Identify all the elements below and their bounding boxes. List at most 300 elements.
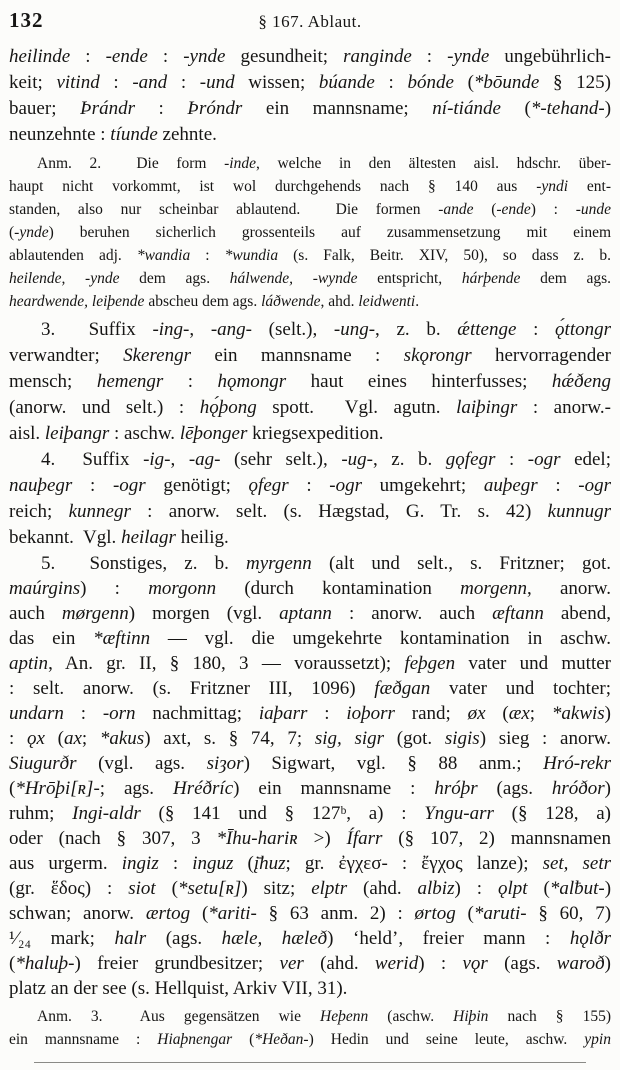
italic-segment: aptin bbox=[9, 653, 49, 674]
text-segment: vater und tochter; bbox=[430, 678, 611, 699]
italic-segment: ax bbox=[63, 728, 82, 749]
text-segment: : bbox=[537, 475, 579, 496]
text-segment: vater und mutter bbox=[455, 653, 611, 674]
text-segment: bekannt. Vgl. bbox=[9, 527, 122, 548]
text-segment: § 125) bbox=[539, 72, 611, 93]
text-line bbox=[9, 447, 611, 473]
italic-segment: maúrgins bbox=[9, 578, 81, 599]
italic-segment: *Īhu-hariʀ bbox=[216, 828, 298, 849]
text-segment: wissen; bbox=[234, 72, 319, 93]
text-segment: Anm. 2. Die form bbox=[37, 155, 225, 172]
text-segment: ) bbox=[604, 778, 611, 799]
italic-segment: *-tehand- bbox=[530, 98, 605, 119]
text-segment: ) : bbox=[530, 201, 576, 218]
italic-segment: fæðgan bbox=[374, 678, 431, 699]
text-segment: aisl. bbox=[9, 423, 45, 444]
italic-segment: į̄huz bbox=[253, 853, 286, 874]
text-segment: das ein bbox=[9, 628, 94, 649]
text-segment: , z. b. bbox=[372, 449, 446, 470]
italic-segment: *Heðan- bbox=[254, 1031, 309, 1048]
italic-segment: -ig- bbox=[143, 449, 171, 470]
text-line bbox=[9, 395, 611, 421]
text-segment: , bbox=[170, 449, 189, 470]
italic-segment: ørtog bbox=[414, 903, 456, 924]
text-segment: >) bbox=[297, 828, 347, 849]
paragraph bbox=[9, 317, 611, 447]
italic-segment: Yngu-arr bbox=[424, 803, 494, 824]
text-segment: — vgl. die umgekehrte kontamination in aschw. bbox=[150, 628, 611, 649]
italic-segment: -ogr bbox=[112, 475, 146, 496]
text-segment: (s. Falk, Beitr. XIV, 50), so dass z. b. bbox=[278, 247, 611, 264]
italic-segment: Þróndr bbox=[187, 98, 243, 119]
text-segment: : bbox=[167, 72, 200, 93]
text-segment: neunzehnte : bbox=[9, 124, 111, 145]
italic-segment: -ynde bbox=[447, 46, 490, 67]
italic-segment: *alƀut- bbox=[549, 878, 605, 899]
italic-segment: Hréðríc bbox=[172, 778, 234, 799]
text-segment: : bbox=[495, 449, 528, 470]
text-segment: ) freier grundbesitzer; bbox=[74, 953, 280, 974]
italic-segment: *akwis bbox=[551, 703, 605, 724]
text-line bbox=[9, 122, 611, 148]
italic-segment: *setu[ʀ] bbox=[177, 878, 242, 899]
italic-segment: sig, sigr bbox=[314, 728, 385, 749]
text-segment: standen, also nur scheinbar ablautend. Die formen bbox=[9, 201, 439, 218]
text-segment: : aschw. bbox=[109, 423, 180, 444]
italic-segment: gǫfegr bbox=[445, 449, 496, 470]
italic-segment: ǫlpt bbox=[497, 878, 528, 899]
text-segment: ( bbox=[232, 1031, 255, 1048]
paragraph bbox=[9, 447, 611, 551]
text-segment: ablautenden adj. bbox=[9, 247, 137, 264]
text-line bbox=[9, 726, 611, 751]
italic-segment: *ariti- bbox=[208, 903, 257, 924]
running-title: § 167. Ablaut. bbox=[258, 12, 362, 31]
text-segment: : anorw. selt. (s. Hægstad, G. Tr. s. 42) bbox=[130, 501, 548, 522]
text-line bbox=[9, 576, 611, 601]
text-line bbox=[9, 221, 611, 244]
text-line bbox=[9, 499, 611, 525]
italic-segment: siȝor bbox=[206, 753, 244, 774]
text-segment: reich; bbox=[9, 501, 69, 522]
italic-segment: Hró-rekr bbox=[543, 753, 611, 774]
text-segment: : bbox=[307, 703, 347, 724]
text-line bbox=[9, 198, 611, 221]
text-segment: , bbox=[189, 319, 211, 340]
text-line bbox=[9, 776, 611, 801]
text-line bbox=[9, 926, 611, 951]
text-segment: (durch kontamination bbox=[216, 578, 461, 599]
text-segment: verwandter; bbox=[9, 345, 124, 366]
italic-segment: morgonn bbox=[148, 578, 217, 599]
italic-segment: hemengr bbox=[96, 371, 164, 392]
italic-segment: kunnegr bbox=[68, 501, 131, 522]
italic-segment: werid bbox=[374, 953, 419, 974]
italic-segment: hæle, hæleð bbox=[221, 928, 328, 949]
text-segment: : bbox=[70, 46, 106, 67]
text-segment: : bbox=[411, 46, 448, 67]
italic-segment: Hiaþnengar bbox=[157, 1031, 233, 1048]
italic-segment: hárþende bbox=[461, 270, 521, 287]
text-segment: : bbox=[516, 319, 556, 340]
text-segment: ) axt, s. § 74, 7; bbox=[144, 728, 315, 749]
italic-segment: kunnugr bbox=[547, 501, 611, 522]
italic-segment: aptann bbox=[279, 603, 332, 624]
italic-segment: -inde bbox=[224, 155, 256, 172]
italic-segment: waroð bbox=[556, 953, 605, 974]
italic-segment: iaþarr bbox=[258, 703, 308, 724]
italic-segment: feþgen bbox=[404, 653, 456, 674]
italic-segment: auþegr bbox=[483, 475, 538, 496]
italic-segment: æx bbox=[508, 703, 530, 724]
bottom-rule bbox=[34, 1062, 586, 1063]
italic-segment: æftann bbox=[492, 603, 544, 624]
text-line bbox=[9, 751, 611, 776]
text-segment: ein mannsname : bbox=[9, 1031, 158, 1048]
text-segment: ein mannsname : bbox=[190, 345, 404, 366]
text-segment: ( bbox=[44, 728, 64, 749]
text-segment: ungebührlich- bbox=[489, 46, 611, 67]
italic-segment: ǽttenge bbox=[457, 319, 517, 340]
text-segment: (aschw. bbox=[368, 1008, 454, 1025]
text-segment: (ahd. bbox=[303, 953, 375, 974]
text-segment: ( bbox=[155, 878, 178, 899]
italic-segment: hǫmongr bbox=[217, 371, 287, 392]
text-segment: : bbox=[9, 728, 27, 749]
text-segment: rand; bbox=[394, 703, 468, 724]
italic-segment: ní-tiánde bbox=[432, 98, 501, 119]
italic-segment: elptr bbox=[311, 878, 348, 899]
paragraph bbox=[9, 44, 611, 148]
italic-segment: *aruti- bbox=[473, 903, 527, 924]
italic-segment: hálwende, -wynde bbox=[229, 270, 358, 287]
text-line bbox=[9, 152, 611, 175]
italic-segment: ǫ́ttongr bbox=[555, 319, 611, 340]
text-segment: ; gr. ἐγχεσ- : ἔγχος lanze); bbox=[285, 853, 543, 874]
text-line bbox=[9, 96, 611, 122]
text-segment: ( bbox=[453, 72, 474, 93]
italic-segment: laiþingr bbox=[456, 397, 518, 418]
italic-segment: set, setr bbox=[542, 853, 611, 874]
italic-segment: láðwende bbox=[261, 293, 321, 310]
text-segment: (ahd. bbox=[347, 878, 418, 899]
text-segment: : anorw.- bbox=[517, 397, 611, 418]
italic-segment: ranginde bbox=[343, 46, 412, 67]
italic-segment: ver bbox=[279, 953, 304, 974]
text-segment: (alt und selt., s. Fritzner; got. bbox=[311, 553, 611, 574]
text-segment: : anorw. auch bbox=[331, 603, 493, 624]
italic-segment: Hiþin bbox=[453, 1008, 489, 1025]
italic-segment: mørgenn bbox=[61, 603, 129, 624]
italic-segment: Ífarr bbox=[346, 828, 383, 849]
text-segment: ) ein mannsname : bbox=[233, 778, 435, 799]
text-segment: (got. bbox=[384, 728, 445, 749]
italic-segment: leiþangr bbox=[44, 423, 110, 444]
text-segment: mensch; bbox=[9, 371, 97, 392]
text-segment: , welche in den ältesten aisl. hdschr. über- bbox=[255, 155, 611, 172]
italic-segment: -ende bbox=[105, 46, 148, 67]
italic-segment: -orn bbox=[102, 703, 136, 724]
text-segment: platz an der see (s. Hellquist, Arkiv VII, 31). bbox=[9, 978, 348, 999]
italic-segment: Heþenn bbox=[320, 1008, 369, 1025]
text-segment: , anorw. bbox=[527, 578, 611, 599]
text-segment: ) : bbox=[454, 878, 498, 899]
italic-segment: nauþegr bbox=[9, 475, 73, 496]
italic-segment: heilinde bbox=[9, 46, 71, 67]
italic-segment: ǫfegr bbox=[248, 475, 289, 496]
italic-segment: búande bbox=[318, 72, 375, 93]
text-segment: ( bbox=[9, 224, 15, 241]
text-segment: 4. Suffix bbox=[41, 449, 144, 470]
text-segment: : bbox=[147, 46, 184, 67]
text-line bbox=[9, 851, 611, 876]
text-segment: (vgl. ags. bbox=[76, 753, 207, 774]
italic-segment: -ogr bbox=[329, 475, 362, 496]
text-line bbox=[9, 175, 611, 198]
text-segment: nach § 155) bbox=[488, 1008, 611, 1025]
italic-segment: -und bbox=[199, 72, 235, 93]
italic-segment: -ung- bbox=[333, 319, 376, 340]
text-segment: ) morgen (vgl. bbox=[128, 603, 280, 624]
text-line bbox=[9, 1005, 611, 1028]
text-segment: schwan; anorw. bbox=[9, 903, 146, 924]
text-segment: : bbox=[72, 475, 113, 496]
italic-segment: halr bbox=[114, 928, 147, 949]
text-segment: genötigt; bbox=[145, 475, 249, 496]
text-segment: aus urgerm. bbox=[9, 853, 122, 874]
text-line bbox=[9, 676, 611, 701]
italic-segment: *wandia bbox=[136, 247, 191, 264]
italic-segment: ioþorr bbox=[346, 703, 395, 724]
text-line bbox=[9, 44, 611, 70]
text-line bbox=[9, 901, 611, 926]
text-line bbox=[9, 951, 611, 976]
text-line bbox=[9, 244, 611, 267]
text-segment: (§ 128, a) bbox=[493, 803, 611, 824]
text-segment: 3. Suffix bbox=[41, 319, 153, 340]
italic-segment: hǽðeng bbox=[551, 371, 611, 392]
text-segment: ) bbox=[604, 98, 611, 119]
text-line bbox=[9, 369, 611, 395]
text-segment: (§ 107, 2) mannsnamen bbox=[382, 828, 611, 849]
italic-segment: Siugurðr bbox=[9, 753, 77, 774]
text-segment: umgekehrt; bbox=[362, 475, 484, 496]
text-segment: ( bbox=[190, 903, 209, 924]
italic-segment: inguz bbox=[192, 853, 234, 874]
paragraph bbox=[9, 1005, 611, 1051]
text-segment: (selt.), bbox=[251, 319, 334, 340]
text-segment: , z. b. bbox=[375, 319, 458, 340]
italic-segment: *haluþ- bbox=[15, 953, 75, 974]
text-line bbox=[9, 701, 611, 726]
italic-segment: -ang- bbox=[210, 319, 252, 340]
text-segment: ruhm; bbox=[9, 803, 73, 824]
italic-segment: albiz bbox=[417, 878, 455, 899]
text-segment: : bbox=[99, 72, 133, 93]
italic-segment: Skerengr bbox=[123, 345, 191, 366]
text-segment: abscheu dem ags. bbox=[144, 293, 262, 310]
text-segment: bauer; bbox=[9, 98, 81, 119]
text-line bbox=[9, 801, 611, 826]
text-segment: : bbox=[374, 72, 408, 93]
text-segment: ( bbox=[473, 201, 497, 218]
italic-segment: Ingi-aldr bbox=[72, 803, 141, 824]
text-line bbox=[9, 976, 611, 1001]
text-segment: , ahd. bbox=[320, 293, 359, 310]
italic-segment: hróþr bbox=[434, 778, 478, 799]
italic-segment: heardwende, leiþende bbox=[9, 293, 145, 310]
italic-segment: -ogr bbox=[527, 449, 561, 470]
text-segment: haupt nicht vorkommt, ist wol durchgehends nach § 140 aus bbox=[9, 178, 537, 195]
text-line bbox=[9, 626, 611, 651]
text-segment: ent- bbox=[568, 178, 611, 195]
italic-segment: vǫr bbox=[462, 953, 488, 974]
italic-segment: leidwenti bbox=[358, 293, 416, 310]
text-segment: : bbox=[288, 475, 330, 496]
text-segment: : bbox=[163, 371, 218, 392]
italic-segment: siot bbox=[128, 878, 156, 899]
italic-segment: øx bbox=[467, 703, 486, 724]
page-header bbox=[9, 8, 611, 32]
text-segment: haut eines hinterfusses; bbox=[286, 371, 552, 392]
text-segment: ) Sigwart, vgl. § 88 anm.; bbox=[243, 753, 544, 774]
italic-segment: hǫ́þong bbox=[199, 397, 257, 418]
italic-segment: ingiz bbox=[121, 853, 159, 874]
text-segment: ) sieg : anorw. bbox=[479, 728, 611, 749]
text-segment: ; ags. bbox=[99, 778, 173, 799]
text-segment: : bbox=[158, 853, 193, 874]
text-segment: (sehr selt.), bbox=[220, 449, 342, 470]
text-segment: hervorragender bbox=[471, 345, 611, 366]
italic-segment: -ing- bbox=[152, 319, 190, 340]
text-line bbox=[9, 290, 611, 313]
text-segment: : bbox=[63, 703, 103, 724]
text-line bbox=[9, 473, 611, 499]
text-segment: ; bbox=[529, 703, 552, 724]
text-segment: ) bbox=[604, 953, 611, 974]
italic-segment: *bōunde bbox=[473, 72, 540, 93]
text-segment: 5. Sonstiges, z. b. bbox=[41, 553, 247, 574]
text-segment: ( bbox=[500, 98, 531, 119]
text-segment: . bbox=[415, 293, 420, 310]
italic-segment: Þrándr bbox=[80, 98, 135, 119]
italic-segment: ærtog bbox=[145, 903, 191, 924]
italic-segment: *æftinn bbox=[93, 628, 151, 649]
text-segment: ) beruhen sicherlich grossenteils auf zusammensetzung mit einem bbox=[48, 224, 611, 241]
text-segment: ) Hedin und seine leute, aschw. bbox=[308, 1031, 585, 1048]
text-segment: Anm. 3. Aus gegensätzen wie bbox=[37, 1008, 321, 1025]
text-segment: ( bbox=[233, 853, 254, 874]
italic-segment: *akus bbox=[99, 728, 145, 749]
text-line bbox=[9, 651, 611, 676]
text-line bbox=[9, 70, 611, 96]
italic-segment: heilagr bbox=[121, 527, 176, 548]
text-segment: : bbox=[134, 98, 188, 119]
text-line bbox=[9, 421, 611, 447]
italic-segment: ypin bbox=[584, 1031, 611, 1048]
text-segment: auch bbox=[9, 603, 62, 624]
text-segment: ( bbox=[527, 878, 550, 899]
text-block bbox=[9, 44, 611, 1051]
italic-segment: undarn bbox=[9, 703, 64, 724]
text-segment: ; bbox=[81, 728, 100, 749]
italic-segment: ǫx bbox=[26, 728, 45, 749]
italic-segment: -yndi bbox=[536, 178, 569, 195]
text-segment: abend, bbox=[543, 603, 611, 624]
text-line bbox=[9, 551, 611, 576]
italic-segment: lēþonger bbox=[179, 423, 248, 444]
text-segment: ) : bbox=[80, 578, 149, 599]
text-line bbox=[9, 343, 611, 369]
italic-segment: -ende bbox=[496, 201, 531, 218]
text-line bbox=[9, 601, 611, 626]
text-segment: ( bbox=[9, 953, 16, 974]
italic-segment: heilende, -ynde bbox=[9, 270, 120, 287]
text-segment: (§ 141 und § 127ᵇ, a) : bbox=[140, 803, 425, 824]
text-segment: oder (nach § 307, 3 bbox=[9, 828, 217, 849]
italic-segment: skǫrongr bbox=[403, 345, 472, 366]
italic-segment: vitind bbox=[56, 72, 100, 93]
text-segment: ein mannsname; bbox=[242, 98, 433, 119]
text-segment: entspricht, bbox=[357, 270, 462, 287]
text-segment: keit; bbox=[9, 72, 57, 93]
text-segment: , An. gr. II, § 180, 3 — voraussetzt); bbox=[48, 653, 405, 674]
text-line bbox=[9, 267, 611, 290]
text-segment: ) ‘held’, freier mann : bbox=[327, 928, 570, 949]
text-segment: (anorw. und selt.) : bbox=[9, 397, 200, 418]
text-line bbox=[9, 525, 611, 551]
text-segment: ) bbox=[604, 878, 611, 899]
text-segment: (ags. bbox=[477, 778, 552, 799]
text-segment: dem ags. bbox=[520, 270, 611, 287]
text-segment: (ags. bbox=[146, 928, 222, 949]
text-segment: ) sitz; bbox=[241, 878, 312, 899]
italic-segment: bónde bbox=[407, 72, 454, 93]
text-segment: ( bbox=[485, 703, 509, 724]
italic-segment: sigis bbox=[444, 728, 480, 749]
text-segment: heilig. bbox=[175, 527, 229, 548]
text-segment: kriegsexpedition. bbox=[247, 423, 384, 444]
italic-segment: tíunde bbox=[110, 124, 158, 145]
text-segment: nachmittag; bbox=[135, 703, 259, 724]
text-segment: ) : bbox=[418, 953, 463, 974]
text-segment: (ags. bbox=[487, 953, 557, 974]
italic-segment: myrgenn bbox=[246, 553, 312, 574]
text-segment: edel; bbox=[560, 449, 611, 470]
text-segment: : selt. anorw. (s. Fritzner III, 1096) bbox=[9, 678, 375, 699]
text-segment: gesundheit; bbox=[225, 46, 344, 67]
text-segment: ( bbox=[455, 903, 474, 924]
italic-segment: hróðor bbox=[551, 778, 605, 799]
italic-segment: -ande bbox=[438, 201, 474, 218]
italic-segment: morgenn bbox=[460, 578, 528, 599]
text-segment: ( bbox=[9, 778, 16, 799]
text-segment: dem ags. bbox=[119, 270, 230, 287]
text-line bbox=[9, 826, 611, 851]
italic-segment: -ag- bbox=[188, 449, 221, 470]
text-segment: spott. Vgl. agutn. bbox=[256, 397, 457, 418]
text-line bbox=[9, 876, 611, 901]
italic-segment: *Hrōþi[ʀ]- bbox=[15, 778, 100, 799]
text-segment: : bbox=[190, 247, 225, 264]
text-line bbox=[9, 317, 611, 343]
page-number: 132 bbox=[9, 8, 44, 32]
text-segment: ¹⁄₂₄ mark; bbox=[9, 928, 115, 949]
paragraph bbox=[9, 551, 611, 1001]
text-segment: § 63 anm. 2) : bbox=[256, 903, 415, 924]
text-segment: (gr. ἕδος) : bbox=[9, 878, 129, 899]
italic-segment: -ynde bbox=[183, 46, 226, 67]
